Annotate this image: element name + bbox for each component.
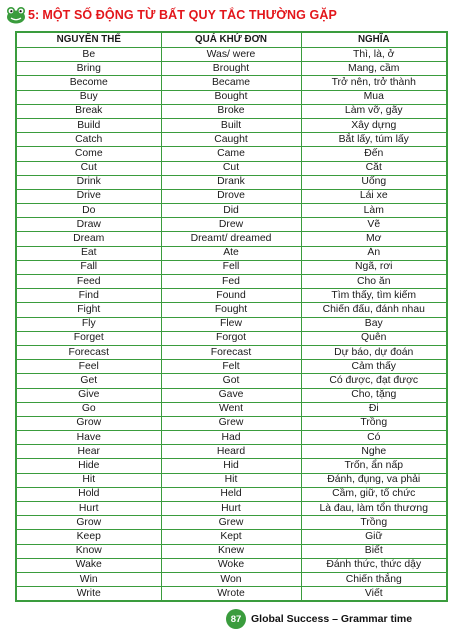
table-row <box>16 487 447 501</box>
cell-meaning: Mang, cầm <box>301 62 447 76</box>
cell-base-form: Give <box>16 388 161 402</box>
cell-past-simple: Was/ were <box>161 48 301 62</box>
cell-past-simple: Bought <box>161 90 301 104</box>
table-row <box>16 402 447 416</box>
table-row <box>16 374 447 388</box>
cell-past-simple: Wrote <box>161 587 301 602</box>
table-row <box>16 133 447 147</box>
cell-past-simple: Caught <box>161 133 301 147</box>
table-row <box>16 303 447 317</box>
cell-meaning: Cho ăn <box>301 275 447 289</box>
cell-meaning: Vẽ <box>301 218 447 232</box>
footer-text: Global Success – Grammar time <box>251 613 413 625</box>
cell-base-form: Drive <box>16 189 161 203</box>
cell-meaning: Là đau, làm tổn thương <box>301 502 447 516</box>
cell-past-simple: Built <box>161 118 301 132</box>
table-row <box>16 48 447 62</box>
cell-base-form: Keep <box>16 530 161 544</box>
cell-past-simple: Did <box>161 204 301 218</box>
table-row <box>16 147 447 161</box>
cell-base-form: Fall <box>16 260 161 274</box>
cell-past-simple: Hurt <box>161 502 301 516</box>
cell-meaning: Dự báo, dự đoán <box>301 345 447 359</box>
cell-past-simple: Woke <box>161 558 301 572</box>
cell-past-simple: Broke <box>161 104 301 118</box>
cell-base-form: Get <box>16 374 161 388</box>
section-title: MỘT SỐ ĐỘNG TỪ BẤT QUY TẮC THƯỜNG GẶP <box>42 8 337 22</box>
cell-base-form: Forecast <box>16 345 161 359</box>
cell-past-simple: Got <box>161 374 301 388</box>
cell-base-form: Dream <box>16 232 161 246</box>
page-number-badge: 87 <box>226 609 246 629</box>
table-body <box>16 48 447 602</box>
table-row <box>16 345 447 359</box>
cell-meaning: Đánh, đụng, va phải <box>301 473 447 487</box>
cell-meaning: Xây dựng <box>301 118 447 132</box>
cell-meaning: Cảm thấy <box>301 360 447 374</box>
cell-meaning: Chiến thắng <box>301 572 447 586</box>
table-row <box>16 90 447 104</box>
table-row <box>16 530 447 544</box>
cell-meaning: Cho, tặng <box>301 388 447 402</box>
table-row <box>16 189 447 203</box>
cell-meaning: Bay <box>301 317 447 331</box>
cell-base-form: Forget <box>16 331 161 345</box>
table-row <box>16 118 447 132</box>
cell-base-form: Feel <box>16 360 161 374</box>
table-row <box>16 76 447 90</box>
cell-base-form: Do <box>16 204 161 218</box>
cell-past-simple: Fed <box>161 275 301 289</box>
table-row <box>16 104 447 118</box>
cell-past-simple: Brought <box>161 62 301 76</box>
cell-past-simple: Kept <box>161 530 301 544</box>
cell-base-form: Feed <box>16 275 161 289</box>
cell-base-form: Have <box>16 431 161 445</box>
cell-past-simple: Felt <box>161 360 301 374</box>
cell-past-simple: Won <box>161 572 301 586</box>
irregular-verbs-table-container <box>15 31 446 602</box>
table-row <box>16 388 447 402</box>
cell-base-form: Hold <box>16 487 161 501</box>
table-row <box>16 289 447 303</box>
table-row <box>16 587 447 602</box>
cell-past-simple: Fought <box>161 303 301 317</box>
cell-meaning: Thì, là, ở <box>301 48 447 62</box>
irregular-verbs-table <box>15 31 448 602</box>
table-row <box>16 275 447 289</box>
cell-meaning: Mơ <box>301 232 447 246</box>
page-header <box>6 4 466 26</box>
table-row <box>16 431 447 445</box>
cell-base-form: Win <box>16 572 161 586</box>
cell-base-form: Eat <box>16 246 161 260</box>
cell-base-form: Wake <box>16 558 161 572</box>
table-row <box>16 218 447 232</box>
cell-base-form: Catch <box>16 133 161 147</box>
cell-meaning: Đến <box>301 147 447 161</box>
cell-past-simple: Grew <box>161 416 301 430</box>
cell-meaning: Đánh thức, thức dậy <box>301 558 447 572</box>
table-row <box>16 161 447 175</box>
cell-past-simple: Drove <box>161 189 301 203</box>
table-row <box>16 246 447 260</box>
cell-meaning: Ngã, rơi <box>301 260 447 274</box>
cell-base-form: Build <box>16 118 161 132</box>
cell-meaning: Viết <box>301 587 447 602</box>
table-row <box>16 416 447 430</box>
cell-meaning: Có <box>301 431 447 445</box>
table-header-row <box>16 32 447 48</box>
cell-past-simple: Knew <box>161 544 301 558</box>
cell-base-form: Hear <box>16 445 161 459</box>
cell-meaning: Cầm, giữ, tổ chức <box>301 487 447 501</box>
cell-meaning: Trồng <box>301 416 447 430</box>
cell-base-form: Drink <box>16 175 161 189</box>
cell-base-form: Buy <box>16 90 161 104</box>
cell-meaning: Quên <box>301 331 447 345</box>
cell-meaning: Làm <box>301 204 447 218</box>
cell-base-form: Fight <box>16 303 161 317</box>
cell-base-form: Break <box>16 104 161 118</box>
cell-meaning: Ăn <box>301 246 447 260</box>
section-number: 5: <box>28 8 40 22</box>
cell-base-form: Draw <box>16 218 161 232</box>
cell-meaning: Chiến đấu, đánh nhau <box>301 303 447 317</box>
cell-base-form: Hurt <box>16 502 161 516</box>
cell-base-form: Know <box>16 544 161 558</box>
cell-base-form: Fly <box>16 317 161 331</box>
cell-meaning: Tìm thấy, tìm kiếm <box>301 289 447 303</box>
cell-meaning: Bắt lấy, túm lấy <box>301 133 447 147</box>
table-row <box>16 558 447 572</box>
cell-base-form: Hide <box>16 459 161 473</box>
table-row <box>16 175 447 189</box>
cell-past-simple: Heard <box>161 445 301 459</box>
cell-meaning: Cắt <box>301 161 447 175</box>
cell-past-simple: Went <box>161 402 301 416</box>
cell-meaning: Biết <box>301 544 447 558</box>
cell-base-form: Cut <box>16 161 161 175</box>
cell-meaning: Trồng <box>301 516 447 530</box>
cell-past-simple: Ate <box>161 246 301 260</box>
cell-base-form: Be <box>16 48 161 62</box>
table-row <box>16 317 447 331</box>
cell-base-form: Hit <box>16 473 161 487</box>
column-header-meaning: NGHĨA <box>301 32 447 48</box>
cell-past-simple: Came <box>161 147 301 161</box>
cell-past-simple: Hit <box>161 473 301 487</box>
cell-meaning: Làm vỡ, gãy <box>301 104 447 118</box>
cell-base-form: Grow <box>16 516 161 530</box>
cell-past-simple: Flew <box>161 317 301 331</box>
cell-past-simple: Forecast <box>161 345 301 359</box>
cell-base-form: Become <box>16 76 161 90</box>
cell-past-simple: Dreamt/ dreamed <box>161 232 301 246</box>
cell-base-form: Find <box>16 289 161 303</box>
cell-base-form: Go <box>16 402 161 416</box>
table-row <box>16 62 447 76</box>
cell-base-form: Come <box>16 147 161 161</box>
cell-past-simple: Forgot <box>161 331 301 345</box>
table-row <box>16 445 447 459</box>
cell-meaning: Lái xe <box>301 189 447 203</box>
table-row <box>16 204 447 218</box>
table-row <box>16 260 447 274</box>
table-row <box>16 572 447 586</box>
cell-past-simple: Found <box>161 289 301 303</box>
table-row <box>16 516 447 530</box>
column-header-past-simple: QUÁ KHỨ ĐƠN <box>161 32 301 48</box>
cell-past-simple: Had <box>161 431 301 445</box>
table-row <box>16 473 447 487</box>
table-row <box>16 360 447 374</box>
page-title <box>28 8 337 22</box>
cell-meaning: Uống <box>301 175 447 189</box>
cell-base-form: Grow <box>16 416 161 430</box>
cell-past-simple: Hid <box>161 459 301 473</box>
cell-meaning: Nghe <box>301 445 447 459</box>
cell-base-form: Write <box>16 587 161 602</box>
cell-past-simple: Drew <box>161 218 301 232</box>
table-row <box>16 331 447 345</box>
cell-past-simple: Cut <box>161 161 301 175</box>
cell-base-form: Bring <box>16 62 161 76</box>
frog-icon <box>6 6 26 24</box>
cell-meaning: Trốn, ẩn nấp <box>301 459 447 473</box>
cell-past-simple: Gave <box>161 388 301 402</box>
page-footer <box>226 609 412 629</box>
cell-past-simple: Drank <box>161 175 301 189</box>
cell-meaning: Mua <box>301 90 447 104</box>
cell-past-simple: Held <box>161 487 301 501</box>
table-row <box>16 502 447 516</box>
table-row <box>16 232 447 246</box>
cell-meaning: Trở nên, trở thành <box>301 76 447 90</box>
table-row <box>16 459 447 473</box>
cell-meaning: Có được, đạt được <box>301 374 447 388</box>
cell-past-simple: Grew <box>161 516 301 530</box>
table-row <box>16 544 447 558</box>
cell-past-simple: Became <box>161 76 301 90</box>
cell-past-simple: Fell <box>161 260 301 274</box>
cell-meaning: Giữ <box>301 530 447 544</box>
cell-meaning: Đi <box>301 402 447 416</box>
column-header-base-form: NGUYÊN THỂ <box>16 32 161 48</box>
